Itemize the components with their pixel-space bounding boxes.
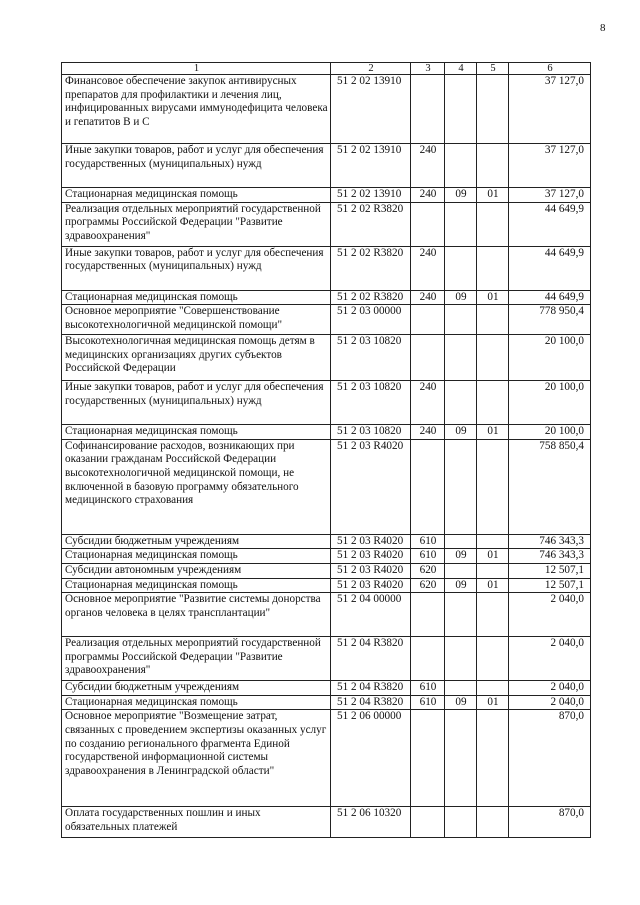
row-name: Высокотехнологичная медицинская помощь детям в медицинских организациях других субъектов Российской Федерации — [62, 335, 331, 381]
table-row — [62, 681, 591, 696]
row-pr — [477, 593, 509, 637]
row-code: 51 2 04 00000 — [331, 593, 411, 637]
row-code: 51 2 04 R3820 — [331, 681, 411, 696]
row-rz: 09 — [445, 549, 477, 564]
row-rz — [445, 593, 477, 637]
row-sum: 37 127,0 — [509, 144, 591, 188]
row-name: Иные закупки товаров, работ и услуг для обеспечения государственных (муниципальных) нужд — [62, 144, 331, 188]
row-sum: 44 649,9 — [509, 202, 591, 246]
row-vr: 620 — [411, 563, 445, 578]
header-cell-4: 4 — [445, 63, 477, 75]
row-code: 51 2 04 R3820 — [331, 695, 411, 710]
row-name: Основное мероприятие "Совершенствование высокотехнологичной медицинской помощи" — [62, 305, 331, 335]
row-rz — [445, 144, 477, 188]
row-pr: 01 — [477, 549, 509, 564]
table-row — [62, 549, 591, 564]
row-vr — [411, 593, 445, 637]
row-rz: 09 — [445, 425, 477, 440]
row-sum: 12 507,1 — [509, 563, 591, 578]
table-row — [62, 439, 591, 534]
row-pr — [477, 202, 509, 246]
row-vr: 610 — [411, 549, 445, 564]
row-pr — [477, 637, 509, 681]
row-sum: 746 343,3 — [509, 534, 591, 549]
table-row — [62, 381, 591, 425]
table-row — [62, 578, 591, 593]
table-row — [62, 593, 591, 637]
row-pr — [477, 563, 509, 578]
row-name: Реализация отдельных мероприятий государственной программы Российской Федерации "Развитие здравоохранения" — [62, 637, 331, 681]
row-sum: 778 950,4 — [509, 305, 591, 335]
row-rz — [445, 681, 477, 696]
row-name: Субсидии бюджетным учреждениям — [62, 681, 331, 696]
table-row — [62, 144, 591, 188]
row-code: 51 2 03 00000 — [331, 305, 411, 335]
header-cell-1: 1 — [62, 63, 331, 75]
row-name: Реализация отдельных мероприятий государственной программы Российской Федерации "Развитие здравоохранения" — [62, 202, 331, 246]
row-vr: 240 — [411, 144, 445, 188]
row-vr — [411, 75, 445, 144]
row-sum: 870,0 — [509, 710, 591, 807]
row-code: 51 2 03 R4020 — [331, 563, 411, 578]
header-cell-5: 5 — [477, 63, 509, 75]
row-code: 51 2 02 13910 — [331, 188, 411, 203]
row-rz — [445, 202, 477, 246]
row-name: Иные закупки товаров, работ и услуг для обеспечения государственных (муниципальных) нужд — [62, 246, 331, 290]
row-code: 51 2 02 R3820 — [331, 246, 411, 290]
row-sum: 870,0 — [509, 807, 591, 838]
row-sum: 44 649,9 — [509, 246, 591, 290]
row-rz — [445, 335, 477, 381]
row-rz — [445, 305, 477, 335]
row-pr — [477, 335, 509, 381]
row-sum: 37 127,0 — [509, 188, 591, 203]
row-code: 51 2 04 R3820 — [331, 637, 411, 681]
row-vr: 240 — [411, 246, 445, 290]
row-vr: 240 — [411, 425, 445, 440]
row-sum: 2 040,0 — [509, 637, 591, 681]
row-name: Стационарная медицинская помощь — [62, 695, 331, 710]
row-name: Основное мероприятие "Развитие системы донорства органов человека в целях трансплантации" — [62, 593, 331, 637]
row-code: 51 2 02 R3820 — [331, 290, 411, 305]
table-row — [62, 202, 591, 246]
row-pr: 01 — [477, 188, 509, 203]
header-cell-6: 6 — [509, 63, 591, 75]
row-vr — [411, 710, 445, 807]
row-rz — [445, 75, 477, 144]
row-rz — [445, 439, 477, 534]
header-cell-2: 2 — [331, 63, 411, 75]
row-pr — [477, 807, 509, 838]
row-code: 51 2 03 R4020 — [331, 534, 411, 549]
header-row — [62, 63, 591, 75]
row-rz — [445, 807, 477, 838]
row-rz: 09 — [445, 188, 477, 203]
row-vr: 240 — [411, 381, 445, 425]
table-row — [62, 188, 591, 203]
table-row — [62, 695, 591, 710]
table-row — [62, 335, 591, 381]
row-pr: 01 — [477, 425, 509, 440]
row-rz: 09 — [445, 290, 477, 305]
row-name: Финансовое обеспечение закупок антивирусных препаратов для профилактики и лечения лиц, инфицированных вирусами иммунодефицита человека и гепатитов В и С — [62, 75, 331, 144]
row-pr — [477, 305, 509, 335]
row-sum: 2 040,0 — [509, 695, 591, 710]
budget-table — [61, 62, 591, 838]
row-pr — [477, 439, 509, 534]
row-vr — [411, 305, 445, 335]
row-pr: 01 — [477, 290, 509, 305]
row-vr: 610 — [411, 695, 445, 710]
row-rz — [445, 534, 477, 549]
row-code: 51 2 02 R3820 — [331, 202, 411, 246]
table-row — [62, 305, 591, 335]
row-pr: 01 — [477, 578, 509, 593]
row-sum: 746 343,3 — [509, 549, 591, 564]
table-row — [62, 710, 591, 807]
row-rz — [445, 637, 477, 681]
row-rz — [445, 246, 477, 290]
row-pr — [477, 710, 509, 807]
table-row — [62, 75, 591, 144]
row-rz: 09 — [445, 695, 477, 710]
row-sum: 20 100,0 — [509, 425, 591, 440]
row-code: 51 2 03 10820 — [331, 335, 411, 381]
row-name: Субсидии бюджетным учреждениям — [62, 534, 331, 549]
row-vr — [411, 637, 445, 681]
row-vr — [411, 202, 445, 246]
row-sum: 12 507,1 — [509, 578, 591, 593]
row-rz — [445, 710, 477, 807]
row-pr — [477, 75, 509, 144]
row-code: 51 2 03 10820 — [331, 381, 411, 425]
row-pr — [477, 534, 509, 549]
table-row — [62, 637, 591, 681]
table-row — [62, 290, 591, 305]
row-vr: 620 — [411, 578, 445, 593]
row-name: Стационарная медицинская помощь — [62, 188, 331, 203]
row-pr — [477, 381, 509, 425]
page-number: 8 — [600, 22, 606, 34]
header-cell-3: 3 — [411, 63, 445, 75]
table-row — [62, 807, 591, 838]
row-sum: 37 127,0 — [509, 75, 591, 144]
row-vr — [411, 335, 445, 381]
row-sum: 20 100,0 — [509, 335, 591, 381]
row-name: Основное мероприятие "Возмещение затрат, связанных с проведением экспертизы оказанных услуг по созданию регионального фрагмента Единой государственой информационной системы здравоохранения в Ленинградской области" — [62, 710, 331, 807]
row-code: 51 2 03 10820 — [331, 425, 411, 440]
row-sum: 44 649,9 — [509, 290, 591, 305]
table-row — [62, 246, 591, 290]
table-row — [62, 534, 591, 549]
row-code: 51 2 03 R4020 — [331, 578, 411, 593]
row-sum: 20 100,0 — [509, 381, 591, 425]
row-vr: 240 — [411, 188, 445, 203]
row-name: Стационарная медицинская помощь — [62, 549, 331, 564]
row-sum: 758 850,4 — [509, 439, 591, 534]
row-code: 51 2 03 R4020 — [331, 439, 411, 534]
row-name: Стационарная медицинская помощь — [62, 578, 331, 593]
row-name: Софинансирование расходов, возникающих при оказании гражданам Российской Федерации высокотехнологичной медицинской помощи, не включенной в базовую программу обязательного медицинского страхования — [62, 439, 331, 534]
row-name: Стационарная медицинская помощь — [62, 425, 331, 440]
row-vr — [411, 807, 445, 838]
row-vr: 610 — [411, 681, 445, 696]
row-rz: 09 — [445, 578, 477, 593]
table-row — [62, 563, 591, 578]
row-vr — [411, 439, 445, 534]
row-name: Оплата государственных пошлин и иных обязательных платежей — [62, 807, 331, 838]
row-pr — [477, 246, 509, 290]
row-rz — [445, 381, 477, 425]
row-name: Стационарная медицинская помощь — [62, 290, 331, 305]
row-name: Иные закупки товаров, работ и услуг для обеспечения государственных (муниципальных) нужд — [62, 381, 331, 425]
table-row — [62, 425, 591, 440]
row-code: 51 2 06 00000 — [331, 710, 411, 807]
row-name: Субсидии автономным учреждениям — [62, 563, 331, 578]
row-code: 51 2 03 R4020 — [331, 549, 411, 564]
row-rz — [445, 563, 477, 578]
row-vr: 240 — [411, 290, 445, 305]
row-vr: 610 — [411, 534, 445, 549]
row-code: 51 2 02 13910 — [331, 75, 411, 144]
row-sum: 2 040,0 — [509, 593, 591, 637]
row-sum: 2 040,0 — [509, 681, 591, 696]
row-code: 51 2 02 13910 — [331, 144, 411, 188]
row-code: 51 2 06 10320 — [331, 807, 411, 838]
row-pr: 01 — [477, 695, 509, 710]
row-pr — [477, 144, 509, 188]
row-pr — [477, 681, 509, 696]
